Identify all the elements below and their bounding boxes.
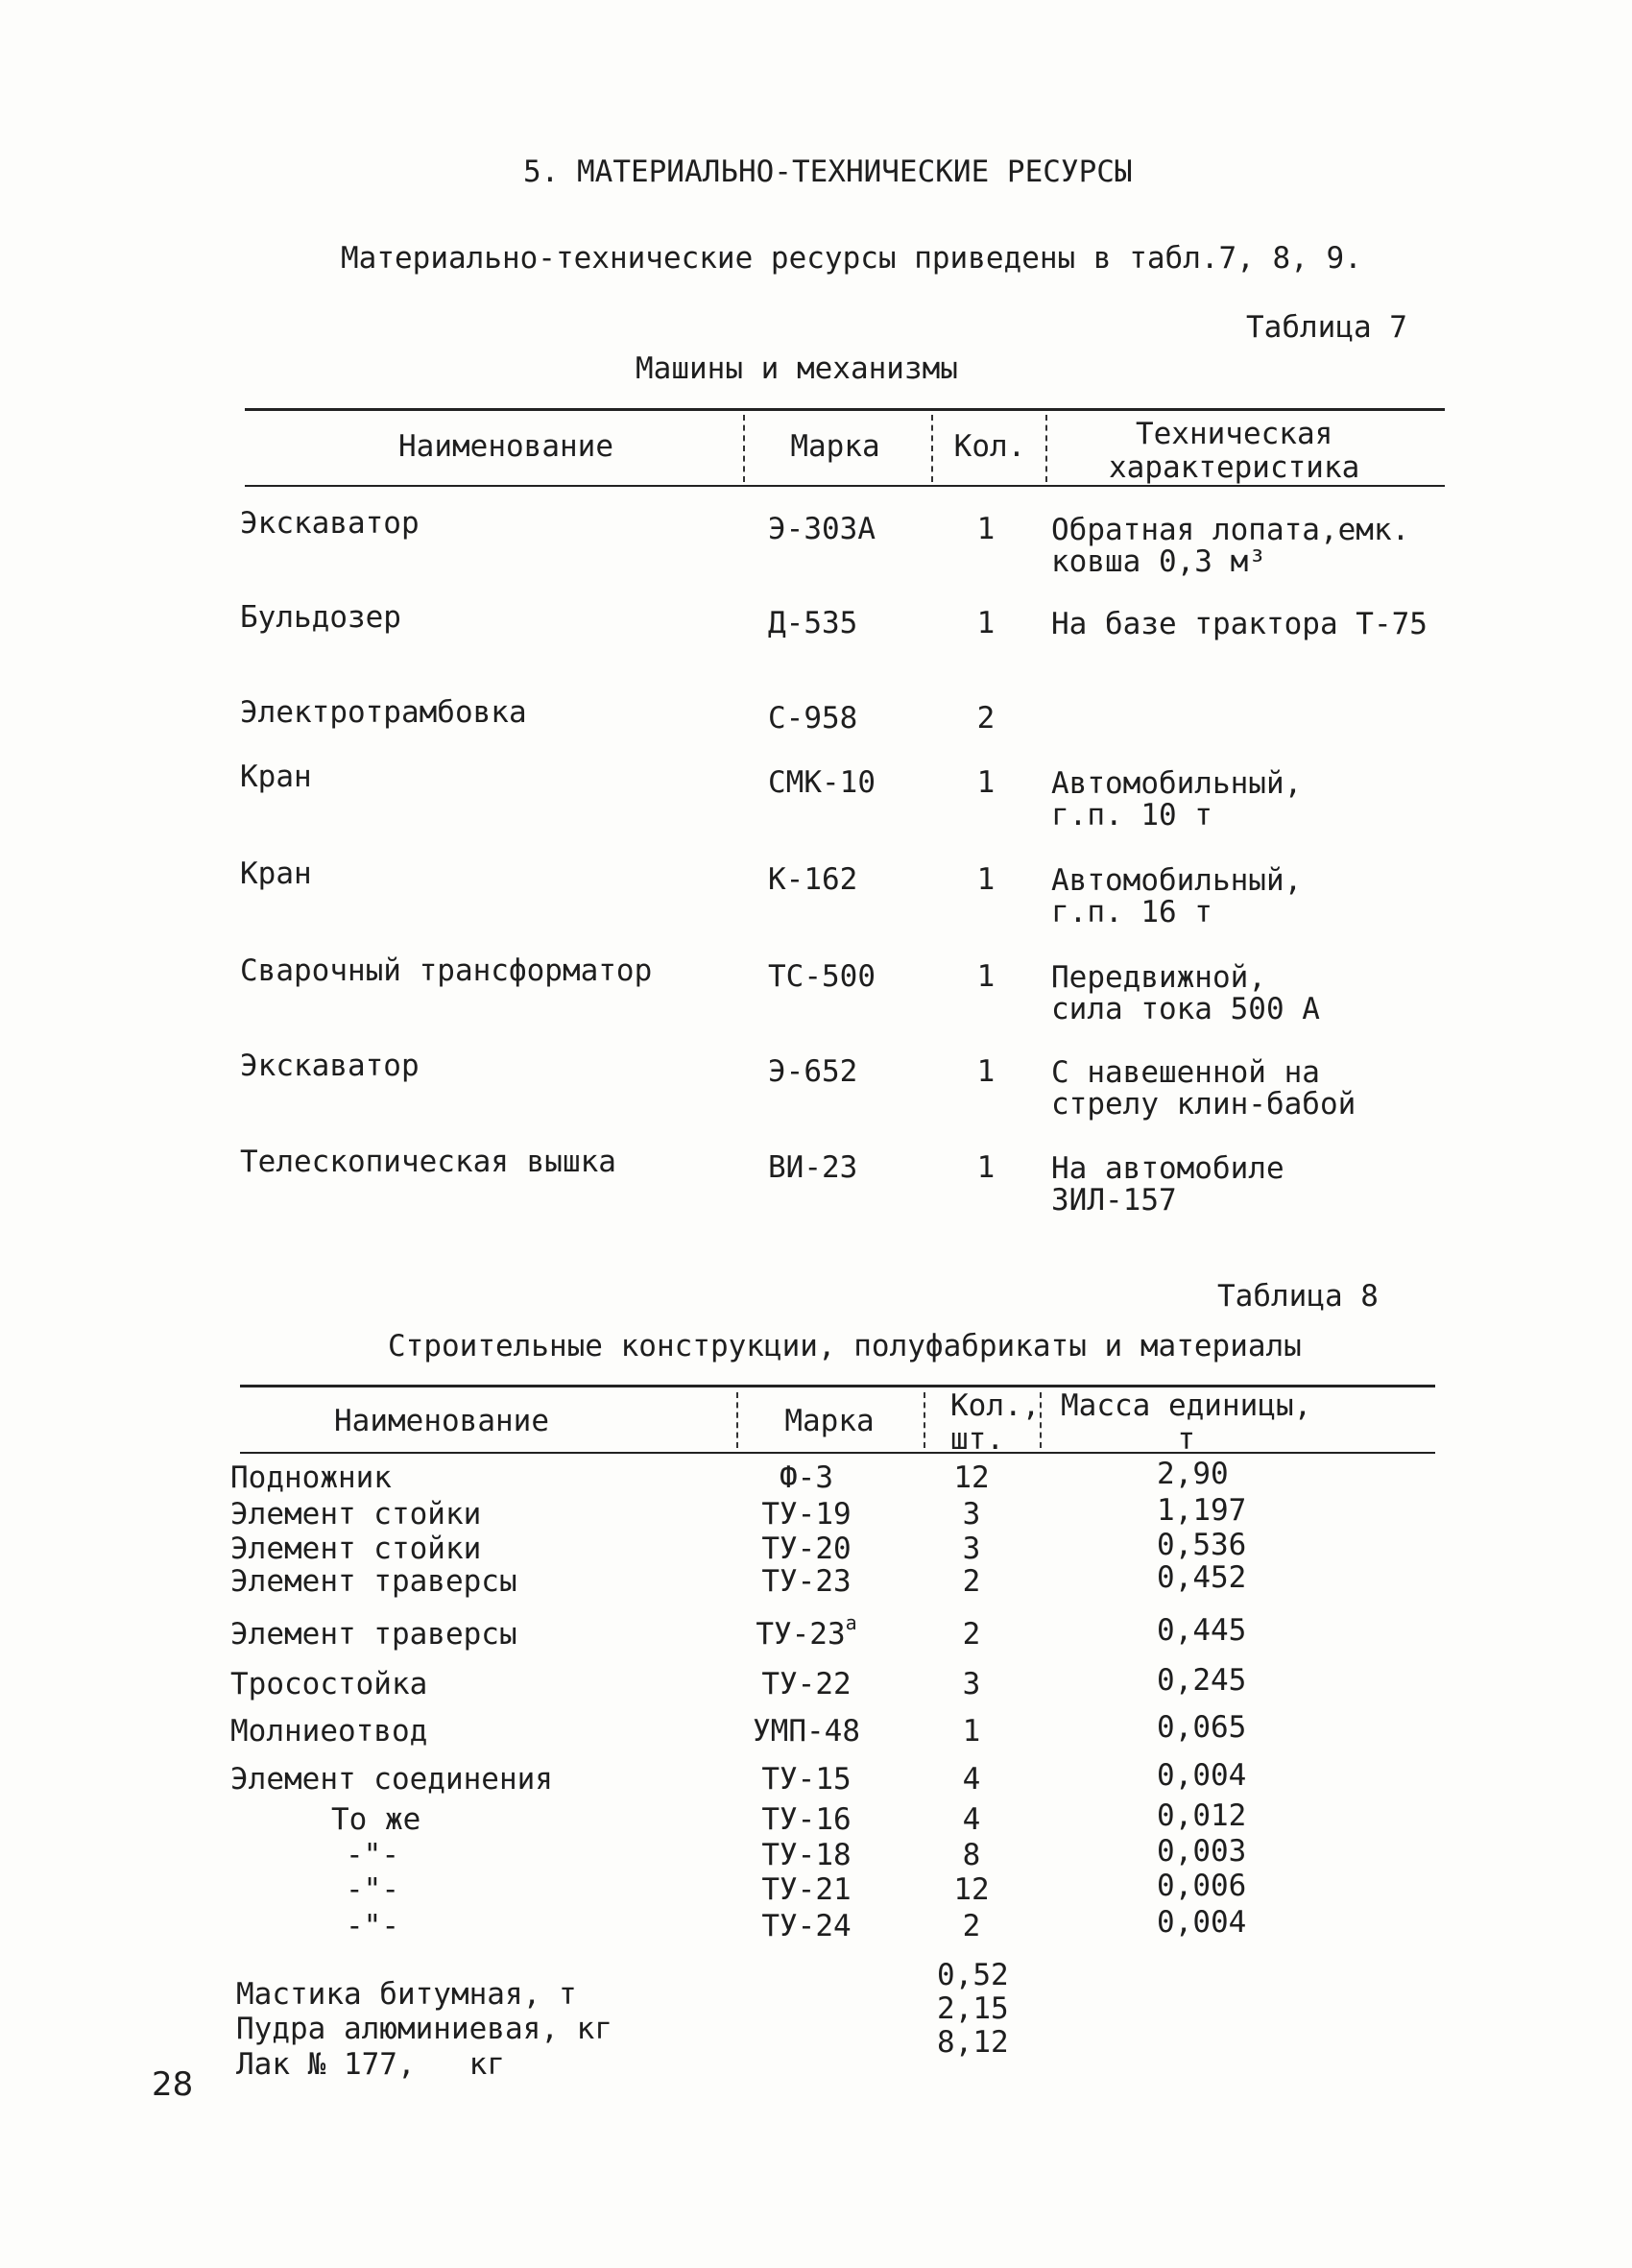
table7-row-qty: 2: [976, 701, 996, 736]
table8-row-mass: 0,445: [1157, 1613, 1247, 1648]
table7-header-name: Наименование: [398, 429, 613, 464]
table7-row-name: Экскаватор: [240, 1049, 420, 1083]
table8-row-mass: 0,006: [1157, 1869, 1247, 1903]
table8-row-mass: 0,245: [1157, 1663, 1247, 1698]
table7-row-qty: 1: [976, 512, 996, 546]
table7-col-divider: [743, 415, 745, 482]
table7-header-rule: [245, 485, 1445, 487]
table8-row-qty: 3: [962, 1667, 981, 1701]
table8-header-mass: Масса единицы, т: [1061, 1388, 1312, 1457]
table7-row-spec: Передвижной, сила тока 500 А: [1051, 960, 1320, 1027]
table8-row-mark: [756, 1611, 857, 1652]
table8-row-qty: 2: [962, 1564, 981, 1599]
table8-row-qty: 4: [962, 1762, 981, 1797]
table8-row-qty: 3: [962, 1497, 981, 1532]
table8-col-divider: [736, 1392, 738, 1448]
table8-row-mark: ТУ-19: [761, 1497, 852, 1532]
material-qty: 0,52: [937, 1958, 1009, 1992]
table7-row-qty: 1: [976, 606, 996, 640]
table8-row-name: То же: [331, 1802, 421, 1837]
table8-row-mark-superscript: а: [845, 1611, 857, 1634]
table8-header-qty: Кол., шт.: [950, 1388, 1041, 1457]
table7-top-rule: [245, 408, 1445, 411]
table8-header-mark: Марка: [784, 1404, 875, 1438]
table7-row-spec: На автомобиле ЗИЛ-157: [1051, 1151, 1284, 1218]
table8-row-qty: 12: [953, 1872, 990, 1907]
table8-row-name: Элемент соединения: [230, 1762, 553, 1797]
table7-row-mark: К-162: [768, 862, 858, 897]
table8-row-name: Элемент стойки: [230, 1532, 482, 1566]
table8-row-mark: ТУ-16: [761, 1802, 852, 1837]
table8-label: Таблица 8: [1217, 1279, 1379, 1314]
table7-row-qty: 1: [976, 1054, 996, 1089]
material-name: Лак № 177, кг: [236, 2047, 505, 2082]
table7-row-mark: С-958: [768, 701, 858, 736]
table8-row-qty: 4: [962, 1802, 981, 1837]
table8-row-qty: 2: [962, 1909, 981, 1943]
table8-row-qty: 2: [962, 1617, 981, 1652]
table8-top-rule: [240, 1385, 1435, 1387]
table8-row-qty: 12: [953, 1460, 990, 1495]
table7-header-mark: Марка: [790, 429, 880, 464]
table8-row-name: Элемент траверсы: [230, 1564, 517, 1599]
table7-caption: Машины и механизмы: [636, 351, 958, 386]
table7-col-divider: [1045, 415, 1047, 482]
table8-row-name: -"-: [346, 1872, 399, 1907]
table8-row-qty: 1: [962, 1714, 981, 1749]
table8-row-mass: 1,197: [1157, 1493, 1247, 1528]
table8-row-mass: 0,003: [1157, 1834, 1247, 1869]
table8-row-mark: ТУ-15: [761, 1762, 852, 1797]
table7-row-name: Бульдозер: [240, 600, 401, 635]
table7-row-name: Экскаватор: [240, 506, 420, 541]
table8-row-mass: 0,452: [1157, 1560, 1247, 1595]
table7-header-qty: Кол.: [953, 429, 1026, 464]
table7-header-spec: Техническая характеристика: [1109, 417, 1360, 485]
material-name: Пудра алюминиевая, кг: [236, 2012, 612, 2046]
table8-caption: Строительные конструкции, полуфабрикаты и материалы: [388, 1329, 1302, 1363]
table7-row-spec: На базе трактора Т-75: [1051, 607, 1428, 641]
table7-row-qty: 1: [976, 862, 996, 897]
table8-row-mark: ТУ-21: [761, 1872, 852, 1907]
table7-label: Таблица 7: [1246, 310, 1407, 345]
table8-row-name: -"-: [346, 1838, 399, 1872]
material-name: Мастика битумная, т: [236, 1977, 577, 2012]
table7-row-name: Сварочный трансформатор: [240, 953, 653, 988]
table8-row-qty: 3: [962, 1532, 981, 1566]
table8-row-mark: УМП-48: [753, 1714, 860, 1749]
table7-row-mark: Д-535: [768, 606, 858, 640]
table8-row-mass: 0,004: [1157, 1758, 1247, 1793]
table8-row-mark: ТУ-24: [761, 1909, 852, 1943]
table8-header-name: Наименование: [334, 1404, 549, 1438]
section-title: 5. МАТЕРИАЛЬНО-ТЕХНИЧЕСКИЕ РЕСУРСЫ: [523, 155, 1133, 189]
table7-row-spec: Автомобильный, г.п. 10 т: [1051, 766, 1303, 833]
table7-col-divider: [931, 415, 933, 482]
table7-row-qty: 1: [976, 1150, 996, 1185]
table7-row-name: Кран: [240, 760, 312, 794]
table8-row-mark: ТУ-22: [761, 1667, 852, 1701]
table8-row-mass: 0,012: [1157, 1798, 1247, 1833]
table7-row-mark: Э-303А: [768, 512, 876, 546]
page-number: 28: [152, 2065, 194, 2104]
table8-row-qty: 8: [962, 1838, 981, 1872]
table8-row-name: Подножник: [230, 1460, 392, 1495]
table7-row-name: Электротрамбовка: [240, 695, 527, 730]
table8-row-name: Элемент стойки: [230, 1497, 482, 1532]
table7-row-mark: Э-652: [768, 1054, 858, 1089]
table8-row-mark: ТУ-18: [761, 1838, 852, 1872]
material-qty: 2,15: [937, 1991, 1009, 2026]
table8-row-mark: Ф-3: [780, 1460, 833, 1495]
table7-row-spec: С навешенной на стрелу клин-бабой: [1051, 1055, 1356, 1122]
table8-row-mass: 2,90: [1157, 1457, 1229, 1491]
table7-row-mark: СМК-10: [768, 765, 876, 800]
table8-row-mark: ТУ-20: [761, 1532, 852, 1566]
table8-row-mass: 0,004: [1157, 1905, 1247, 1940]
table8-row-mark: ТУ-23: [761, 1564, 852, 1599]
material-qty: 8,12: [937, 2025, 1009, 2060]
table7-row-qty: 1: [976, 959, 996, 994]
table7-row-spec: Обратная лопата,емк. ковша 0,3 м³: [1051, 513, 1410, 580]
table8-col-divider: [924, 1392, 925, 1448]
intro-text: Материально-технические ресурсы приведены в табл.7, 8, 9.: [341, 241, 1362, 276]
table8-row-mark-base: ТУ-23: [756, 1617, 846, 1652]
table8-row-name: -"-: [346, 1909, 399, 1943]
table7-row-qty: 1: [976, 765, 996, 800]
table7-row-name: Кран: [240, 857, 312, 891]
table8-row-name: Тросостойка: [230, 1667, 428, 1701]
table8-row-name: Молниеотвод: [230, 1714, 428, 1749]
table8-row-name: Элемент траверсы: [230, 1617, 517, 1652]
table7-row-name: Телескопическая вышка: [240, 1145, 616, 1179]
table7-row-mark: ТС-500: [768, 959, 876, 994]
table7-row-spec: Автомобильный, г.п. 16 т: [1051, 863, 1303, 930]
table8-row-mass: 0,536: [1157, 1528, 1247, 1562]
table7-row-mark: ВИ-23: [768, 1150, 858, 1185]
table8-row-mass: 0,065: [1157, 1710, 1247, 1745]
